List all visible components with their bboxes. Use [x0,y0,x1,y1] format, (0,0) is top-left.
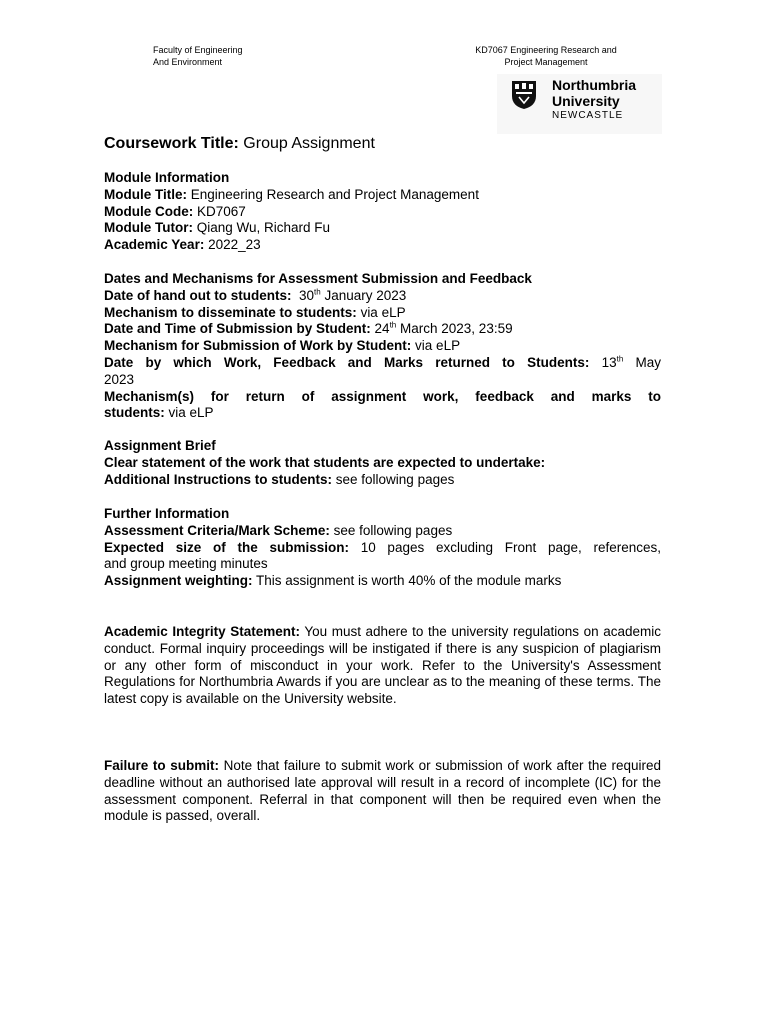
additional-instructions-row [104,472,661,489]
weighting-row [104,573,661,590]
logo-text-northumbria: Northumbria [552,77,636,93]
faculty-header [153,44,243,68]
logo-text-newcastle: NEWCASTLE [552,110,624,121]
module-tutor-value: Qiang Wu, Richard Fu [196,220,331,236]
module-header-line-1: KD7067 Engineering Research and [475,45,617,55]
size-value-line-1: 10 pages excluding Front page, references, [360,539,661,555]
failure-label: Failure to submit: [104,758,219,773]
additional-instructions-value: see following pages [335,471,455,487]
size-value-line-2: and group meeting minutes [104,556,268,572]
crest-icon [511,80,537,110]
brief-statement: Clear statement of the work that students are expected to undertake: [104,454,546,470]
mechanism-row [104,338,661,355]
disseminate-row [104,305,661,322]
faculty-line-1: Faculty of Engineering [153,45,243,55]
disseminate-label: Mechanism to disseminate to students: [104,304,357,320]
return-mechanism-value: via eLP [168,405,214,421]
submission-day: 24 [374,321,390,337]
return-mechanism-label-line-1: Mechanism(s) for return of assignment work, feedback and marks to [104,388,661,404]
academic-integrity-paragraph [104,624,661,708]
academic-year-row [104,237,661,254]
module-info-heading: Module Information [104,170,230,185]
submission-sup: th [389,320,397,330]
academic-year-value: 2022_23 [208,237,261,253]
coursework-title [104,134,375,154]
handout-rest: January 2023 [324,287,407,303]
return-year-row: 2023 [104,371,135,387]
further-heading: Further Information [104,506,230,521]
return-label: Date by which Work, Feedback and Marks returned to Students: [104,354,590,370]
handout-sup: th [314,287,321,297]
dates-section [104,271,661,422]
weighting-value: This assignment is worth 40% of the module marks [256,573,562,589]
brief-heading: Assignment Brief [104,438,216,453]
academic-integrity-label: Academic Integrity Statement: [104,624,300,639]
module-title-value: Engineering Research and Project Management [190,186,479,202]
academic-integrity-text: You must adhere to the university regulations on academic conduct. Formal inquiry proceedings will be instigated if there is any suspicion of plagiarism or any other form of misconduct in your work. Refer to the University's Assessment Regulations for Northumbria Awards if you are unclear as to the meaning of these terms. The latest copy is available on the University website. [104,624,661,707]
size-label: Expected size of the submission: [104,539,349,555]
criteria-row [104,523,661,540]
criteria-label: Assessment Criteria/Mark Scheme: [104,522,330,538]
weighting-label: Assignment weighting: [104,573,253,589]
module-code-label: Module Code: [104,203,194,219]
handout-row [104,288,661,305]
return-row [104,355,661,372]
further-information-section [104,506,661,590]
coursework-title-value: Group Assignment [243,135,375,152]
mechanism-value: via eLP [415,338,461,354]
module-code-row [104,204,661,221]
module-information-section [104,170,661,254]
dates-heading: Dates and Mechanisms for Assessment Submission and Feedback [104,271,532,286]
disseminate-value: via eLP [360,304,406,320]
module-header-line-2: Project Management [504,57,588,67]
return-mechanism-label-line-2: students: [104,405,165,421]
size-row [104,540,661,557]
additional-instructions-label: Additional Instructions to students: [104,471,332,487]
submission-row [104,321,661,338]
assignment-brief-section [104,438,661,488]
submission-rest: March 2023, 23:59 [400,321,513,337]
handout-day: 30 [299,287,315,303]
module-tutor-label: Module Tutor: [104,220,193,236]
failure-paragraph [104,758,661,825]
failure-to-submit-section [104,758,661,825]
submission-label: Date and Time of Submission by Student: [104,321,371,337]
module-title-label: Module Title: [104,186,187,202]
module-header [462,44,630,68]
university-logo [497,74,662,134]
return-sup: th [616,354,624,364]
return-mechanism-row [104,405,661,422]
academic-integrity-section [104,624,661,708]
handout-label: Date of hand out to students: [104,287,292,303]
academic-year-label: Academic Year: [104,237,205,253]
coursework-title-label: Coursework Title: [104,135,239,152]
module-tutor-row [104,220,661,237]
return-rest: May [635,354,661,370]
faculty-line-2: And Environment [153,57,223,67]
failure-text: Note that failure to submit work or submission of work after the required deadline without an authorised late approval will result in a record of incomplete (IC) for the assessment component. Referral in that component will then be required even when the module is passed, overall. [104,758,661,824]
mechanism-label: Mechanism for Submission of Work by Student: [104,338,412,354]
logo-text-university: University [552,93,620,109]
criteria-value: see following pages [333,522,453,538]
return-day: 13 [601,354,617,370]
module-code-value: KD7067 [197,203,246,219]
module-title-row [104,187,661,204]
